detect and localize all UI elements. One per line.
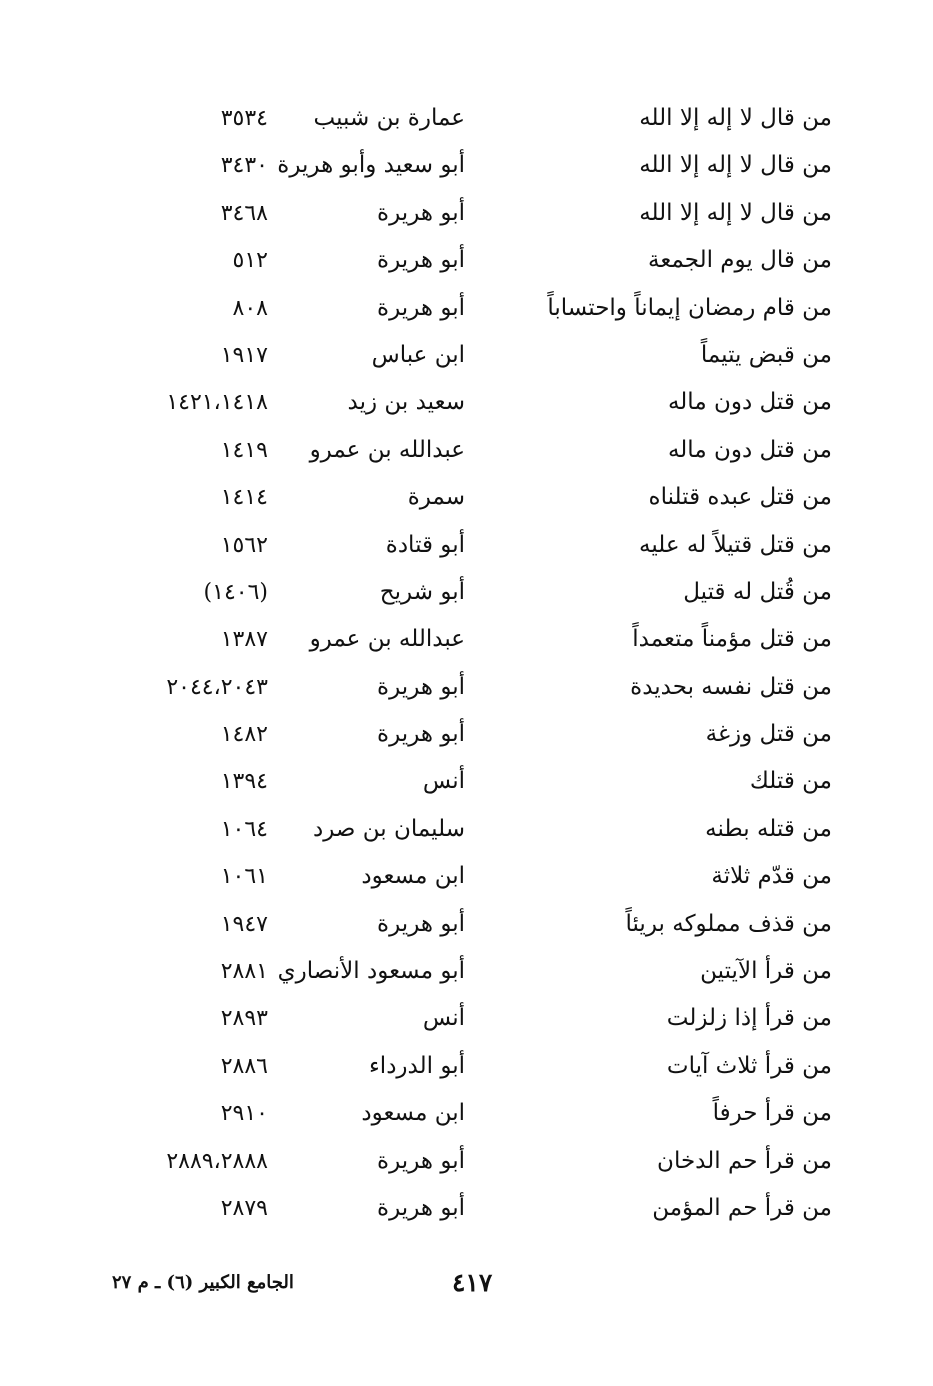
- hadith-text: من قذف مملوكه بريئاً: [625, 910, 832, 937]
- hadith-text: من قتل قتيلاً له عليه: [639, 531, 832, 558]
- reference-number: ٢٨٧٩: [220, 1195, 268, 1221]
- narrator-name: أنس: [422, 1005, 465, 1032]
- index-row: [130, 711, 840, 758]
- narrator-name: عمارة بن شبيب: [313, 105, 465, 131]
- narrator-name: أبو هريرة: [377, 1194, 465, 1221]
- narrator-name: سليمان بن صرد: [312, 815, 465, 842]
- index-row: [130, 901, 840, 948]
- hadith-text: من قرأ ثلاث آيات: [666, 1052, 832, 1079]
- reference-number: ١٤١٤: [220, 485, 268, 511]
- index-row: [130, 332, 840, 379]
- narrator-name: عبدالله بن عمرو: [309, 436, 465, 463]
- index-row: [130, 427, 840, 474]
- hadith-text: من قدّم ثلاثة: [711, 863, 832, 890]
- index-row: [130, 616, 840, 663]
- index-row: [130, 806, 840, 853]
- narrator-name: ابن مسعود: [361, 863, 465, 890]
- narrator-name: أبو هريرة: [377, 1147, 465, 1174]
- reference-number: ٥١٢: [232, 248, 268, 274]
- index-row: [130, 522, 840, 569]
- print-signature: الجامع الكبير (٦) ـ م ٢٧: [112, 1272, 294, 1293]
- index-row: [130, 1138, 840, 1185]
- reference-number: ٣٤٣٠: [220, 153, 268, 179]
- reference-number: ٣٤٦٨: [220, 200, 268, 226]
- index-row: [130, 95, 840, 142]
- reference-number: ٣٥٣٤: [220, 106, 268, 131]
- hadith-text: من قام رمضان إيماناً واحتساباً: [547, 294, 832, 321]
- narrator-name: سعيد بن زيد: [347, 389, 465, 416]
- narrator-name: أبو هريرة: [377, 910, 465, 937]
- narrator-name: أبو شريح: [379, 578, 465, 605]
- hadith-text: من قرأ حم المؤمن: [652, 1194, 832, 1221]
- index-row: [130, 995, 840, 1042]
- hadith-text: من قتل عبده قتلناه: [648, 484, 832, 511]
- hadith-text: من قال يوم الجمعة: [648, 247, 832, 274]
- index-row: [130, 758, 840, 805]
- narrator-name: أبو قتادة: [385, 531, 465, 558]
- reference-number: ٢٨٩٣: [220, 1006, 268, 1032]
- hadith-text: من قتلك: [749, 768, 832, 795]
- index-row: [130, 379, 840, 426]
- hadith-text: من قتل مؤمناً متعمداً: [632, 626, 832, 653]
- hadith-text: من قتل وزغة: [705, 721, 832, 748]
- narrator-name: عبدالله بن عمرو: [309, 626, 465, 653]
- reference-number: ١٠٦٤: [220, 816, 268, 842]
- hadith-text: من قتل دون ماله: [667, 389, 832, 416]
- reference-number: ١٤١٩: [220, 437, 268, 463]
- reference-number: ٢٩١٠: [220, 1101, 268, 1127]
- hadith-text: من قتله بطنه: [705, 815, 832, 842]
- reference-number: ١٩٤٧: [220, 911, 268, 937]
- narrator-name: ابن عباس: [371, 341, 465, 368]
- reference-number: ١٤٢١،١٤١٨: [166, 390, 268, 416]
- reference-number: ٢٨٨٩،٢٨٨٨: [166, 1148, 268, 1174]
- reference-number: ١٣٩٤: [220, 769, 268, 795]
- page-number: ٤١٧: [452, 1268, 493, 1297]
- index-row: [130, 142, 840, 189]
- index-row: [130, 1090, 840, 1137]
- reference-number: ٢٨٨١: [220, 959, 268, 985]
- index-row: [130, 948, 840, 995]
- narrator-name: أبو هريرة: [377, 247, 465, 274]
- index-row: [130, 237, 840, 284]
- hadith-text: من قبض يتيماً: [700, 341, 832, 368]
- hadith-text: من قال لا إله إلا الله: [639, 199, 832, 226]
- hadith-text: من قرأ حرفاً: [712, 1100, 832, 1127]
- index-row: [130, 285, 840, 332]
- reference-number: ١٤٨٢: [220, 722, 268, 748]
- index-row: [130, 664, 840, 711]
- hadith-index-table: [130, 95, 840, 1232]
- index-row: [130, 1185, 840, 1232]
- narrator-name: أبو هريرة: [377, 721, 465, 748]
- narrator-name: أبو هريرة: [377, 673, 465, 700]
- index-row: [130, 569, 840, 616]
- hadith-text: من قال لا إله إلا الله: [639, 105, 832, 131]
- narrator-name: أبو هريرة: [377, 294, 465, 321]
- reference-number: ١٣٨٧: [220, 627, 268, 653]
- hadith-text: من قُتل له قتيل: [683, 578, 832, 605]
- hadith-text: من قال لا إله إلا الله: [639, 152, 832, 179]
- reference-number: ١٥٦٢: [220, 532, 268, 558]
- narrator-name: أبو سعيد وأبو هريرة: [277, 152, 465, 179]
- index-row: [130, 190, 840, 237]
- reference-number: (١٤٠٦): [203, 579, 268, 605]
- narrator-name: أبو الدرداء: [368, 1052, 465, 1079]
- hadith-text: من قرأ إذا زلزلت: [666, 1005, 832, 1032]
- index-row: [130, 1043, 840, 1090]
- page-footer: [0, 1268, 933, 1304]
- hadith-text: من قتل نفسه بحديدة: [630, 673, 832, 700]
- narrator-name: ابن مسعود: [361, 1100, 465, 1127]
- hadith-text: من قرأ حم الدخان: [657, 1147, 832, 1174]
- narrator-name: سمرة: [407, 484, 465, 511]
- narrator-name: أبو هريرة: [377, 199, 465, 226]
- reference-number: ١٠٦١: [220, 864, 268, 890]
- index-row: [130, 853, 840, 900]
- index-row: [130, 474, 840, 521]
- hadith-text: من قتل دون ماله: [667, 436, 832, 463]
- hadith-text: من قرأ الآيتين: [700, 958, 832, 985]
- reference-number: ٢٨٨٦: [220, 1053, 268, 1079]
- narrator-name: أبو مسعود الأنصاري: [277, 958, 465, 985]
- reference-number: ٨٠٨: [232, 295, 268, 321]
- reference-number: ١٩١٧: [220, 342, 268, 368]
- reference-number: ٢٠٤٤،٢٠٤٣: [166, 674, 268, 700]
- narrator-name: أنس: [422, 768, 465, 795]
